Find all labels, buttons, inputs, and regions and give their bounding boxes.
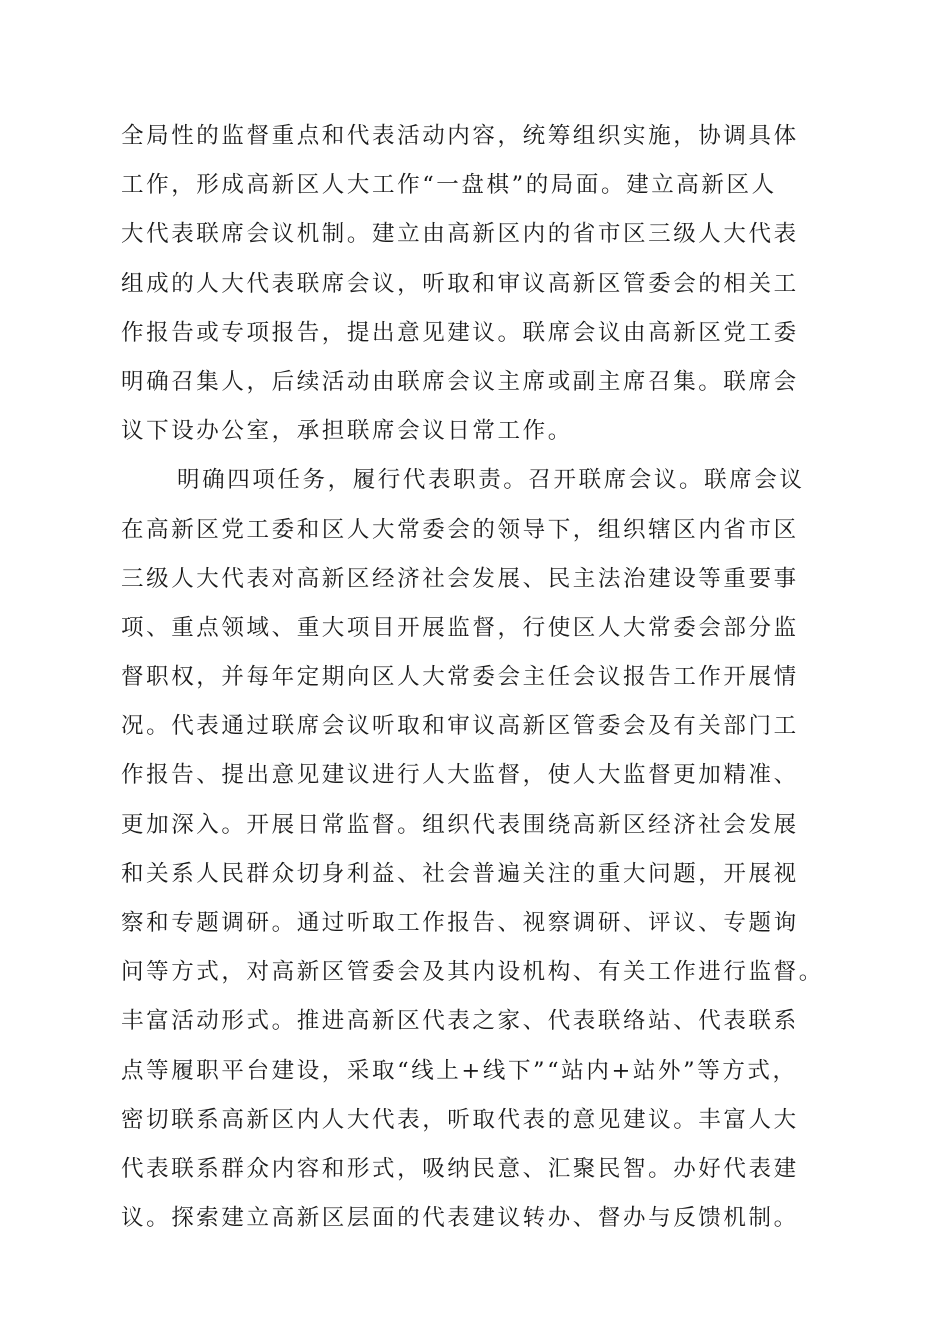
- text-line: 作报告、提出意见建议进行人大监督，使人大监督更加精准、: [121, 762, 799, 789]
- text-line: 明确召集人，后续活动由联席会议主席或副主席召集。联席会: [121, 368, 799, 395]
- text-line: 察和专题调研。通过听取工作报告、视察调研、评议、专题询: [121, 910, 799, 936]
- document-body: [121, 112, 833, 1243]
- text-line: 丰富活动形式。推进高新区代表之家、代表联络站、代表联系: [121, 1008, 799, 1035]
- text-line: 议。探索建立高新区层面的代表建议转办、督办与反馈机制。: [121, 1205, 799, 1232]
- text-line: 和关系人民群众切身利益、社会普遍关注的重大问题，开展视: [121, 860, 799, 887]
- text-line: 工作，形成高新区人大工作“一盘棋”的局面。建立高新区人: [121, 172, 777, 199]
- text-line: 在高新区党工委和区人大常委会的领导下，组织辖区内省市区: [121, 516, 799, 543]
- text-line: 况。代表通过联席会议听取和审议高新区管委会及有关部门工: [121, 713, 799, 740]
- text-line: 议下设办公室，承担联席会议日常工作。: [121, 418, 573, 445]
- paragraph-first-line: 明确四项任务，履行代表职责。召开联席会议。联席会议: [177, 467, 805, 494]
- text-line: 三级人大代表对高新区经济社会发展、民主法治建设等重要事: [121, 565, 799, 592]
- text-line: 密切联系高新区内人大代表，听取代表的意见建议。丰富人大: [121, 1106, 799, 1133]
- text-line: 督职权，并每年定期向区人大常委会主任会议报告工作开展情: [121, 664, 799, 691]
- text-line: 大代表联席会议机制。建立由高新区内的省市区三级人大代表: [121, 221, 799, 248]
- text-line: 问等方式，对高新区管委会及其内设机构、有关工作进行监督。: [121, 959, 824, 986]
- text-line: 组成的人大代表联席会议，听取和审议高新区管委会的相关工: [121, 270, 799, 297]
- text-line: 代表联系群众内容和形式，吸纳民意、汇聚民智。办好代表建: [121, 1155, 799, 1182]
- text-line: 作报告或专项报告，提出意见建议。联席会议由高新区党工委: [121, 319, 799, 346]
- text-line: 全局性的监督重点和代表活动内容，统筹组织实施，协调具体: [121, 123, 799, 149]
- text-line: 点等履职平台建设，采取“线上+线下”“站内+站外”等方式，: [121, 1057, 798, 1084]
- text-line: 更加深入。开展日常监督。组织代表围绕高新区经济社会发展: [121, 811, 799, 838]
- text-line: 项、重点领域、重大项目开展监督，行使区人大常委会部分监: [121, 614, 799, 641]
